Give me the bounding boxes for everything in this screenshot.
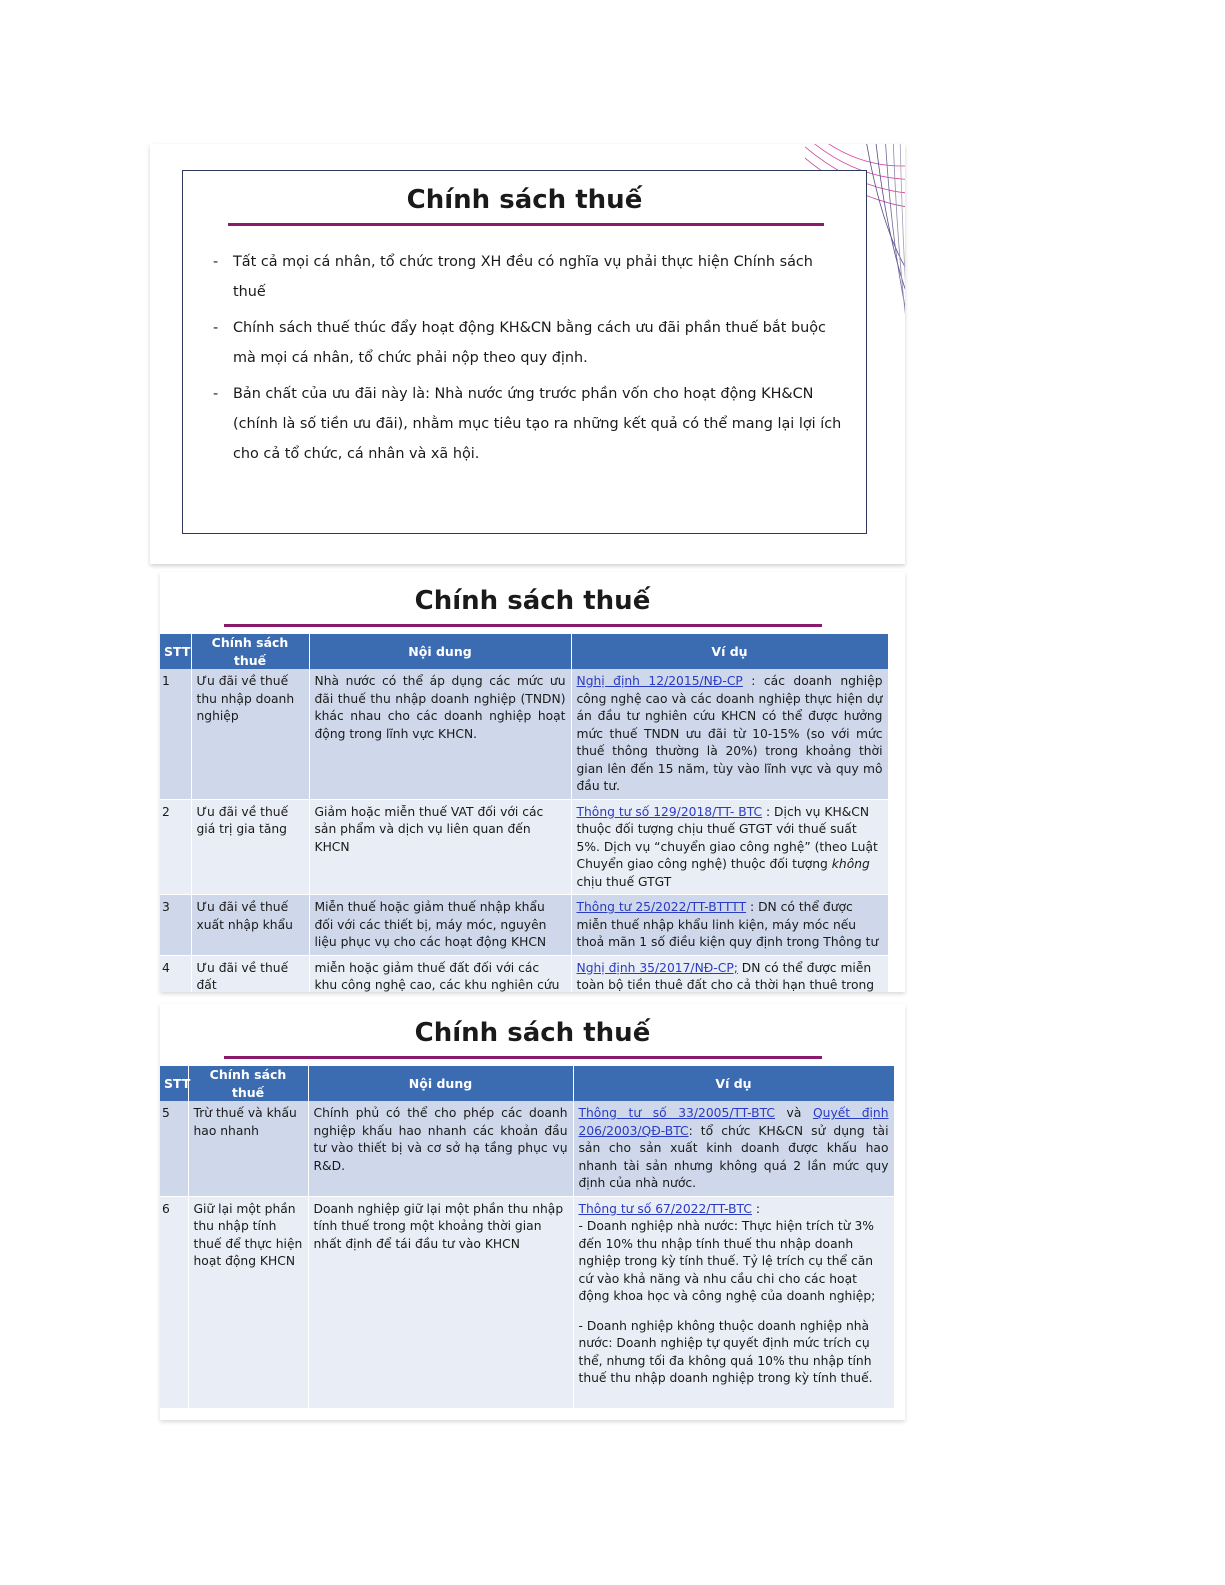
legal-reference-link[interactable]: Quyết định 206/2003/QĐ-BTC bbox=[578, 1106, 889, 1138]
legal-reference-link[interactable]: Nghị định 35/2017/NĐ-CP; bbox=[576, 960, 738, 975]
slide-3-title: Chính sách thuế bbox=[414, 1018, 651, 1048]
legal-reference-link[interactable]: Thông tư số 33/2005/TT-BTC bbox=[578, 1106, 775, 1120]
example-text: : các doanh nghiệp công nghệ cao và các doanh nghiệp thực hiện dự án đầu tư nghiên cứu KHCN có thể được hưởng mức thuế TNDN ưu đãi từ 10-15% (so với mức thuế thông thường là 20%) trong khoảng thời gian lên đến 15 năm, tùy vào lĩnh vực và quy mô đầu tư. bbox=[576, 674, 883, 793]
cell-policy: Ưu đãi về thuế xuất nhập khẩu bbox=[191, 895, 309, 956]
legal-reference-link[interactable]: Thông tư số 67/2022/TT-BTC bbox=[578, 1201, 752, 1216]
cell-stt: 1 bbox=[160, 669, 191, 799]
cell-content: Chính phủ có thể cho phép các doanh nghiệp khấu hao nhanh các khoản đầu tư vào thiết bị và cơ sở hạ tầng phục vụ R&D. bbox=[308, 1101, 573, 1196]
slide-2 bbox=[160, 572, 905, 992]
table-row bbox=[160, 955, 888, 992]
cell-content: Giảm hoặc miễn thuế VAT đối với các sản phẩm và dịch vụ liên quan đến KHCN bbox=[309, 799, 571, 895]
column-header-content: Nội dung bbox=[309, 634, 571, 669]
column-header-stt: STT bbox=[160, 634, 191, 669]
cell-stt: 5 bbox=[160, 1101, 188, 1196]
legal-reference-link[interactable]: Thông tư 25/2022/TT-BTTTT bbox=[576, 900, 747, 914]
table-row bbox=[160, 1196, 894, 1408]
cell-stt: 4 bbox=[160, 955, 191, 992]
example-text: DN có thể được miễn toàn bộ tiền thuê đất cho cả thời hạn thuê trong bbox=[576, 960, 875, 992]
column-header-policy: Chính sách thuế bbox=[188, 1066, 308, 1101]
cell-example bbox=[571, 669, 888, 799]
cell-content: miễn hoặc giảm thuế đất đối với các khu công nghệ cao, các khu nghiên cứu bbox=[309, 955, 571, 992]
slide-3 bbox=[160, 1004, 905, 1420]
cell-content: Nhà nước có thể áp dụng các mức ưu đãi thuế thu nhập doanh nghiệp (TNDN) khác nhau cho các doanh nghiệp hoạt động trong lĩnh vực KHCN. bbox=[309, 669, 571, 799]
example-text: : tổ chức KH&CN sử dụng tài sản cho sản xuất kinh doanh được khấu hao nhanh tài sản nhưng không quá 2 lần mức quy định của nhà nước. bbox=[578, 1123, 889, 1190]
column-header-example: Ví dụ bbox=[573, 1066, 894, 1101]
cell-stt: 3 bbox=[160, 895, 191, 956]
column-header-policy: Chính sách thuế bbox=[191, 634, 309, 669]
legal-reference-link[interactable]: Thông tư số 129/2018/TT- BTC bbox=[576, 804, 763, 819]
title-underline bbox=[228, 223, 824, 226]
slide-2-title: Chính sách thuế bbox=[414, 586, 651, 616]
example-text: và bbox=[774, 1106, 813, 1120]
bullet-item: - Tất cả mọi cá nhân, tổ chức trong XH đều có nghĩa vụ phải thực hiện Chính sách thuế bbox=[213, 247, 848, 307]
cell-example bbox=[571, 895, 888, 956]
cell-example bbox=[573, 1101, 894, 1196]
table-row bbox=[160, 669, 888, 799]
cell-policy: Ưu đãi về thuế thu nhập doanh nghiệp bbox=[191, 669, 309, 799]
cell-policy: Ưu đãi về thuế giá trị gia tăng bbox=[191, 799, 309, 895]
example-text: : Dịch vụ KH&CN thuộc đối tượng chịu thuế GTGT với thuế suất 5%. Dịch vụ “chuyển giao công nghệ” (theo Luật Chuyển giao công nghệ) thuộc đối tượng bbox=[576, 804, 878, 871]
cell-example bbox=[573, 1196, 894, 1408]
example-paragraph: - Doanh nghiệp không thuộc doanh nghiệp nhà nước: Doanh nghiệp tự quyết định mức trích cụ thể, nhưng tối đa không quá 10% thu nhập tính thuế thu nhập doanh nghiệp trong kỳ tính thuế. bbox=[578, 1318, 873, 1385]
cell-policy: Giữ lại một phần thu nhập tính thuế để thực hiện hoạt động KHCN bbox=[188, 1196, 308, 1408]
slide-1-bullet-list bbox=[213, 247, 848, 475]
table-row bbox=[160, 1101, 894, 1196]
cell-stt: 6 bbox=[160, 1196, 188, 1408]
bullet-item: - Chính sách thuế thúc đẩy hoạt động KH&CN bằng cách ưu đãi phần thuế bắt buộc mà mọi cá nhân, tổ chức phải nộp theo quy định. bbox=[213, 313, 848, 373]
legal-reference-link[interactable]: Nghị định 12/2015/NĐ-CP bbox=[576, 674, 743, 688]
slide-1-title: Chính sách thuế bbox=[406, 185, 643, 215]
example-emphasis: không bbox=[831, 857, 870, 871]
slide-1-content-box bbox=[182, 170, 867, 534]
title-underline bbox=[224, 624, 822, 627]
cell-content: Doanh nghiệp giữ lại một phần thu nhập tính thuế trong một khoảng thời gian nhất định để tái đầu tư vào KHCN bbox=[308, 1196, 573, 1408]
column-header-example: Ví dụ bbox=[571, 634, 888, 669]
example-text: : DN có thể được miễn thuế nhập khẩu linh kiện, máy móc nếu thoả mãn 1 số điều kiện quy định trong Thông tư bbox=[576, 900, 879, 949]
table-row bbox=[160, 895, 888, 956]
slide-1 bbox=[150, 144, 905, 564]
example-text: chịu thuế GTGT bbox=[576, 874, 672, 889]
title-underline bbox=[224, 1056, 822, 1059]
cell-stt: 2 bbox=[160, 799, 191, 895]
cell-policy: Trừ thuế và khấu hao nhanh bbox=[188, 1101, 308, 1196]
bullet-item: - Bản chất của ưu đãi này là: Nhà nước ứng trước phần vốn cho hoạt động KH&CN (chính là số tiền ưu đãi), nhằm mục tiêu tạo ra những kết quả có thể mang lại lợi ích cho cả tổ chức, cá nhân và xã hội. bbox=[213, 379, 848, 469]
tax-policy-table bbox=[160, 1066, 895, 1409]
column-header-stt: STT bbox=[160, 1066, 188, 1101]
tax-policy-table bbox=[160, 634, 889, 992]
column-header-content: Nội dung bbox=[308, 1066, 573, 1101]
example-paragraph: - Doanh nghiệp nhà nước: Thực hiện trích từ 3% đến 10% thu nhập tính thuế thu nhập doanh nghiệp trong kỳ tính thuế. Tỷ lệ trích cụ thể căn cứ vào khả năng và nhu cầu chi cho các hoạt động khoa học và công nghệ của doanh nghiệp; bbox=[578, 1219, 876, 1303]
table-row bbox=[160, 799, 888, 895]
cell-policy: Ưu đãi về thuế đất bbox=[191, 955, 309, 992]
cell-example bbox=[571, 955, 888, 992]
cell-content: Miễn thuế hoặc giảm thuế nhập khẩu đối với các thiết bị, máy móc, nguyên liệu phục vụ cho các hoạt động KHCN bbox=[309, 895, 571, 956]
example-text: : bbox=[751, 1201, 760, 1216]
cell-example bbox=[571, 799, 888, 895]
spacer bbox=[579, 1306, 889, 1318]
